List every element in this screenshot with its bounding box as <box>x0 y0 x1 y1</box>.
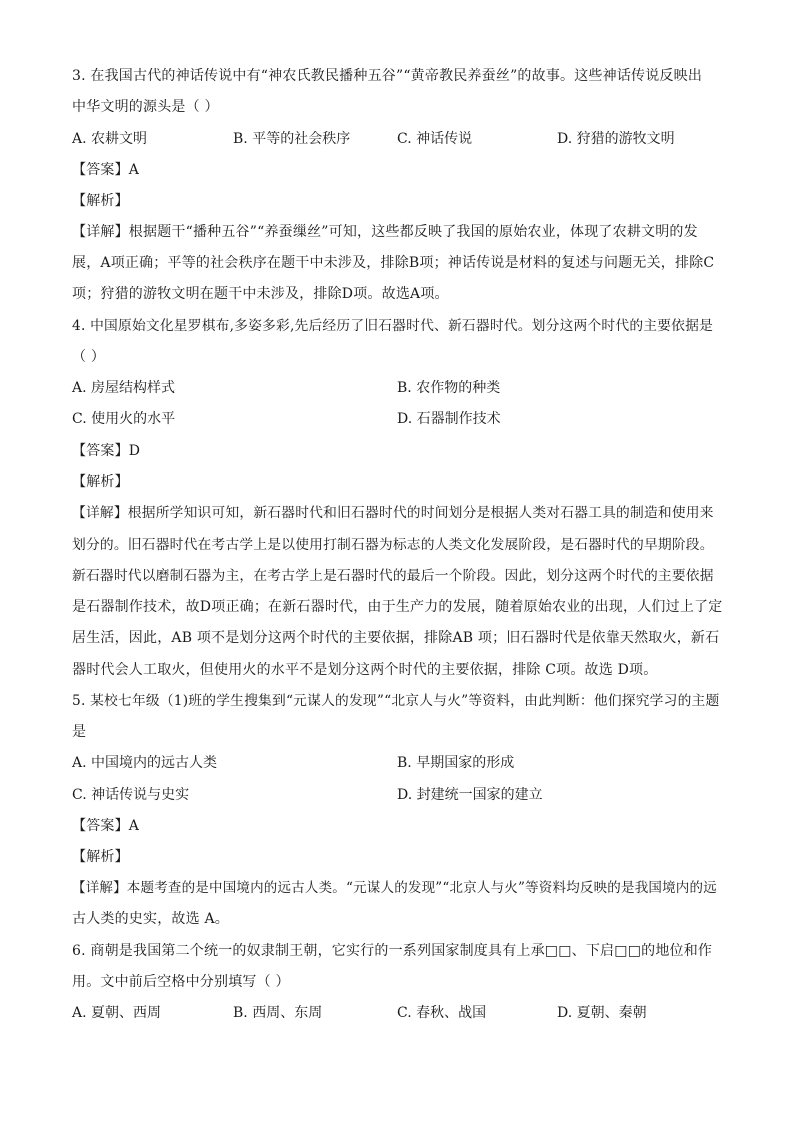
q5-option-c: C. 神话传说与史实 <box>72 787 190 803</box>
q4-answer: 【答案】D <box>72 443 141 459</box>
q5-detail-line-2: 古人类的史实，故选 A。 <box>72 911 229 927</box>
q4-option-d: D. 石器制作技术 <box>397 411 501 427</box>
q3-stem-line-2: 中华文明的源头是（ ） <box>72 99 219 115</box>
q4-option-c: C. 使用火的水平 <box>72 411 176 427</box>
q5-stem-line-1: 5. 某校七年级（1)班的学生搜集到“元谋人的发现”“北京人与火”等资料，由此判断：他们探究学习的主题 <box>72 693 720 709</box>
q4-option-b: B. 农作物的种类 <box>397 380 501 396</box>
q4-analysis-label: 【解析】 <box>72 474 129 490</box>
q5-detail-line-1: 【详解】本题考查的是中国境内的远古人类。“元谋人的发现”“北京人与火”等资料均反映的是我国境内的远 <box>72 880 717 896</box>
q4-detail-line-5: 居生活，因此，AB 项不是划分这两个时代的主要依据，排除AB 项；旧石器时代是依靠天然取火，新石 <box>72 630 720 646</box>
q3-option-c: C. 神话传说 <box>397 131 473 147</box>
q3-detail-line-3: 项；狩猎的游牧文明在题干中未涉及，排除D项。故选A项。 <box>72 286 449 302</box>
q6-option-d: D. 夏朝、秦朝 <box>557 1005 647 1021</box>
q3-analysis-label: 【解析】 <box>72 193 129 209</box>
q3-stem-line-1: 3. 在我国古代的神话传说中有“神农氏教民播种五谷”“黄帝教民养蚕丝”的故事。这些神话传说反映出 <box>72 68 703 84</box>
q6-stem-line-1: 6. 商朝是我国第二个统一的奴隶制王朝，它实行的一系列国家制度具有上承□□、下启□□的地位和作 <box>72 943 713 959</box>
q4-option-a: A. 房屋结构样式 <box>72 380 176 396</box>
q5-option-a: A. 中国境内的远古人类 <box>72 755 218 771</box>
q6-stem-line-2: 用。文中前后空格中分别填写（ ） <box>72 974 290 990</box>
q3-option-a: A. 农耕文明 <box>72 131 148 147</box>
q3-detail-line-2: 展，A项正确；平等的社会秩序在题干中未涉及，排除B项；神话传说是材料的复述与问题无关，排除C <box>72 255 715 271</box>
q5-stem-line-2: 是 <box>72 724 87 740</box>
q4-stem-line-1: 4. 中国原始文化星罗棋布,多姿多彩,先后经历了旧石器时代、新石器时代。划分这两个时代的主要依据是 <box>72 318 714 334</box>
q5-answer: 【答案】A <box>72 818 140 834</box>
q6-option-c: C. 春秋、战国 <box>397 1005 487 1021</box>
q4-detail-line-3: 新石器时代以磨制石器为主，在考古学上是石器时代的最后一个阶段。因此，划分这两个时代的主要依据 <box>72 568 714 584</box>
q3-detail-line-1: 【详解】根据题干“播种五谷”“养蚕缫丝”可知，这些都反映了我国的原始农业，体现了农耕文明的发 <box>72 224 698 240</box>
q6-option-b: B. 西周、东周 <box>233 1005 323 1021</box>
q4-detail-line-2: 划分的。旧石器时代在考古学上是以使用打制石器为标志的人类文化发展阶段，是石器时代的早期阶段。 <box>72 537 714 553</box>
q4-stem-line-2: （ ） <box>72 349 106 365</box>
q3-option-b: B. 平等的社会秩序 <box>233 131 351 147</box>
q5-analysis-label: 【解析】 <box>72 849 129 865</box>
q3-option-d: D. 狩猎的游牧文明 <box>557 131 675 147</box>
q5-option-b: B. 早期国家的形成 <box>397 755 515 771</box>
q4-detail-line-4: 是石器制作技术，故D项正确；在新石器时代，由于生产力的发展，随着原始农业的出现，人们过上了定 <box>72 599 723 615</box>
q4-detail-line-6: 器时代会人工取火，但使用火的水平不是划分这两个时代的主要依据，排除 C项。故选 D项。 <box>72 662 658 678</box>
q5-option-d: D. 封建统一国家的建立 <box>397 787 543 803</box>
q6-option-a: A. 夏朝、西周 <box>72 1005 162 1021</box>
q4-detail-line-1: 【详解】根据所学知识可知，新石器时代和旧石器时代的时间划分是根据人类对石器工具的制造和使用来 <box>72 505 714 521</box>
q3-answer: 【答案】A <box>72 162 140 178</box>
